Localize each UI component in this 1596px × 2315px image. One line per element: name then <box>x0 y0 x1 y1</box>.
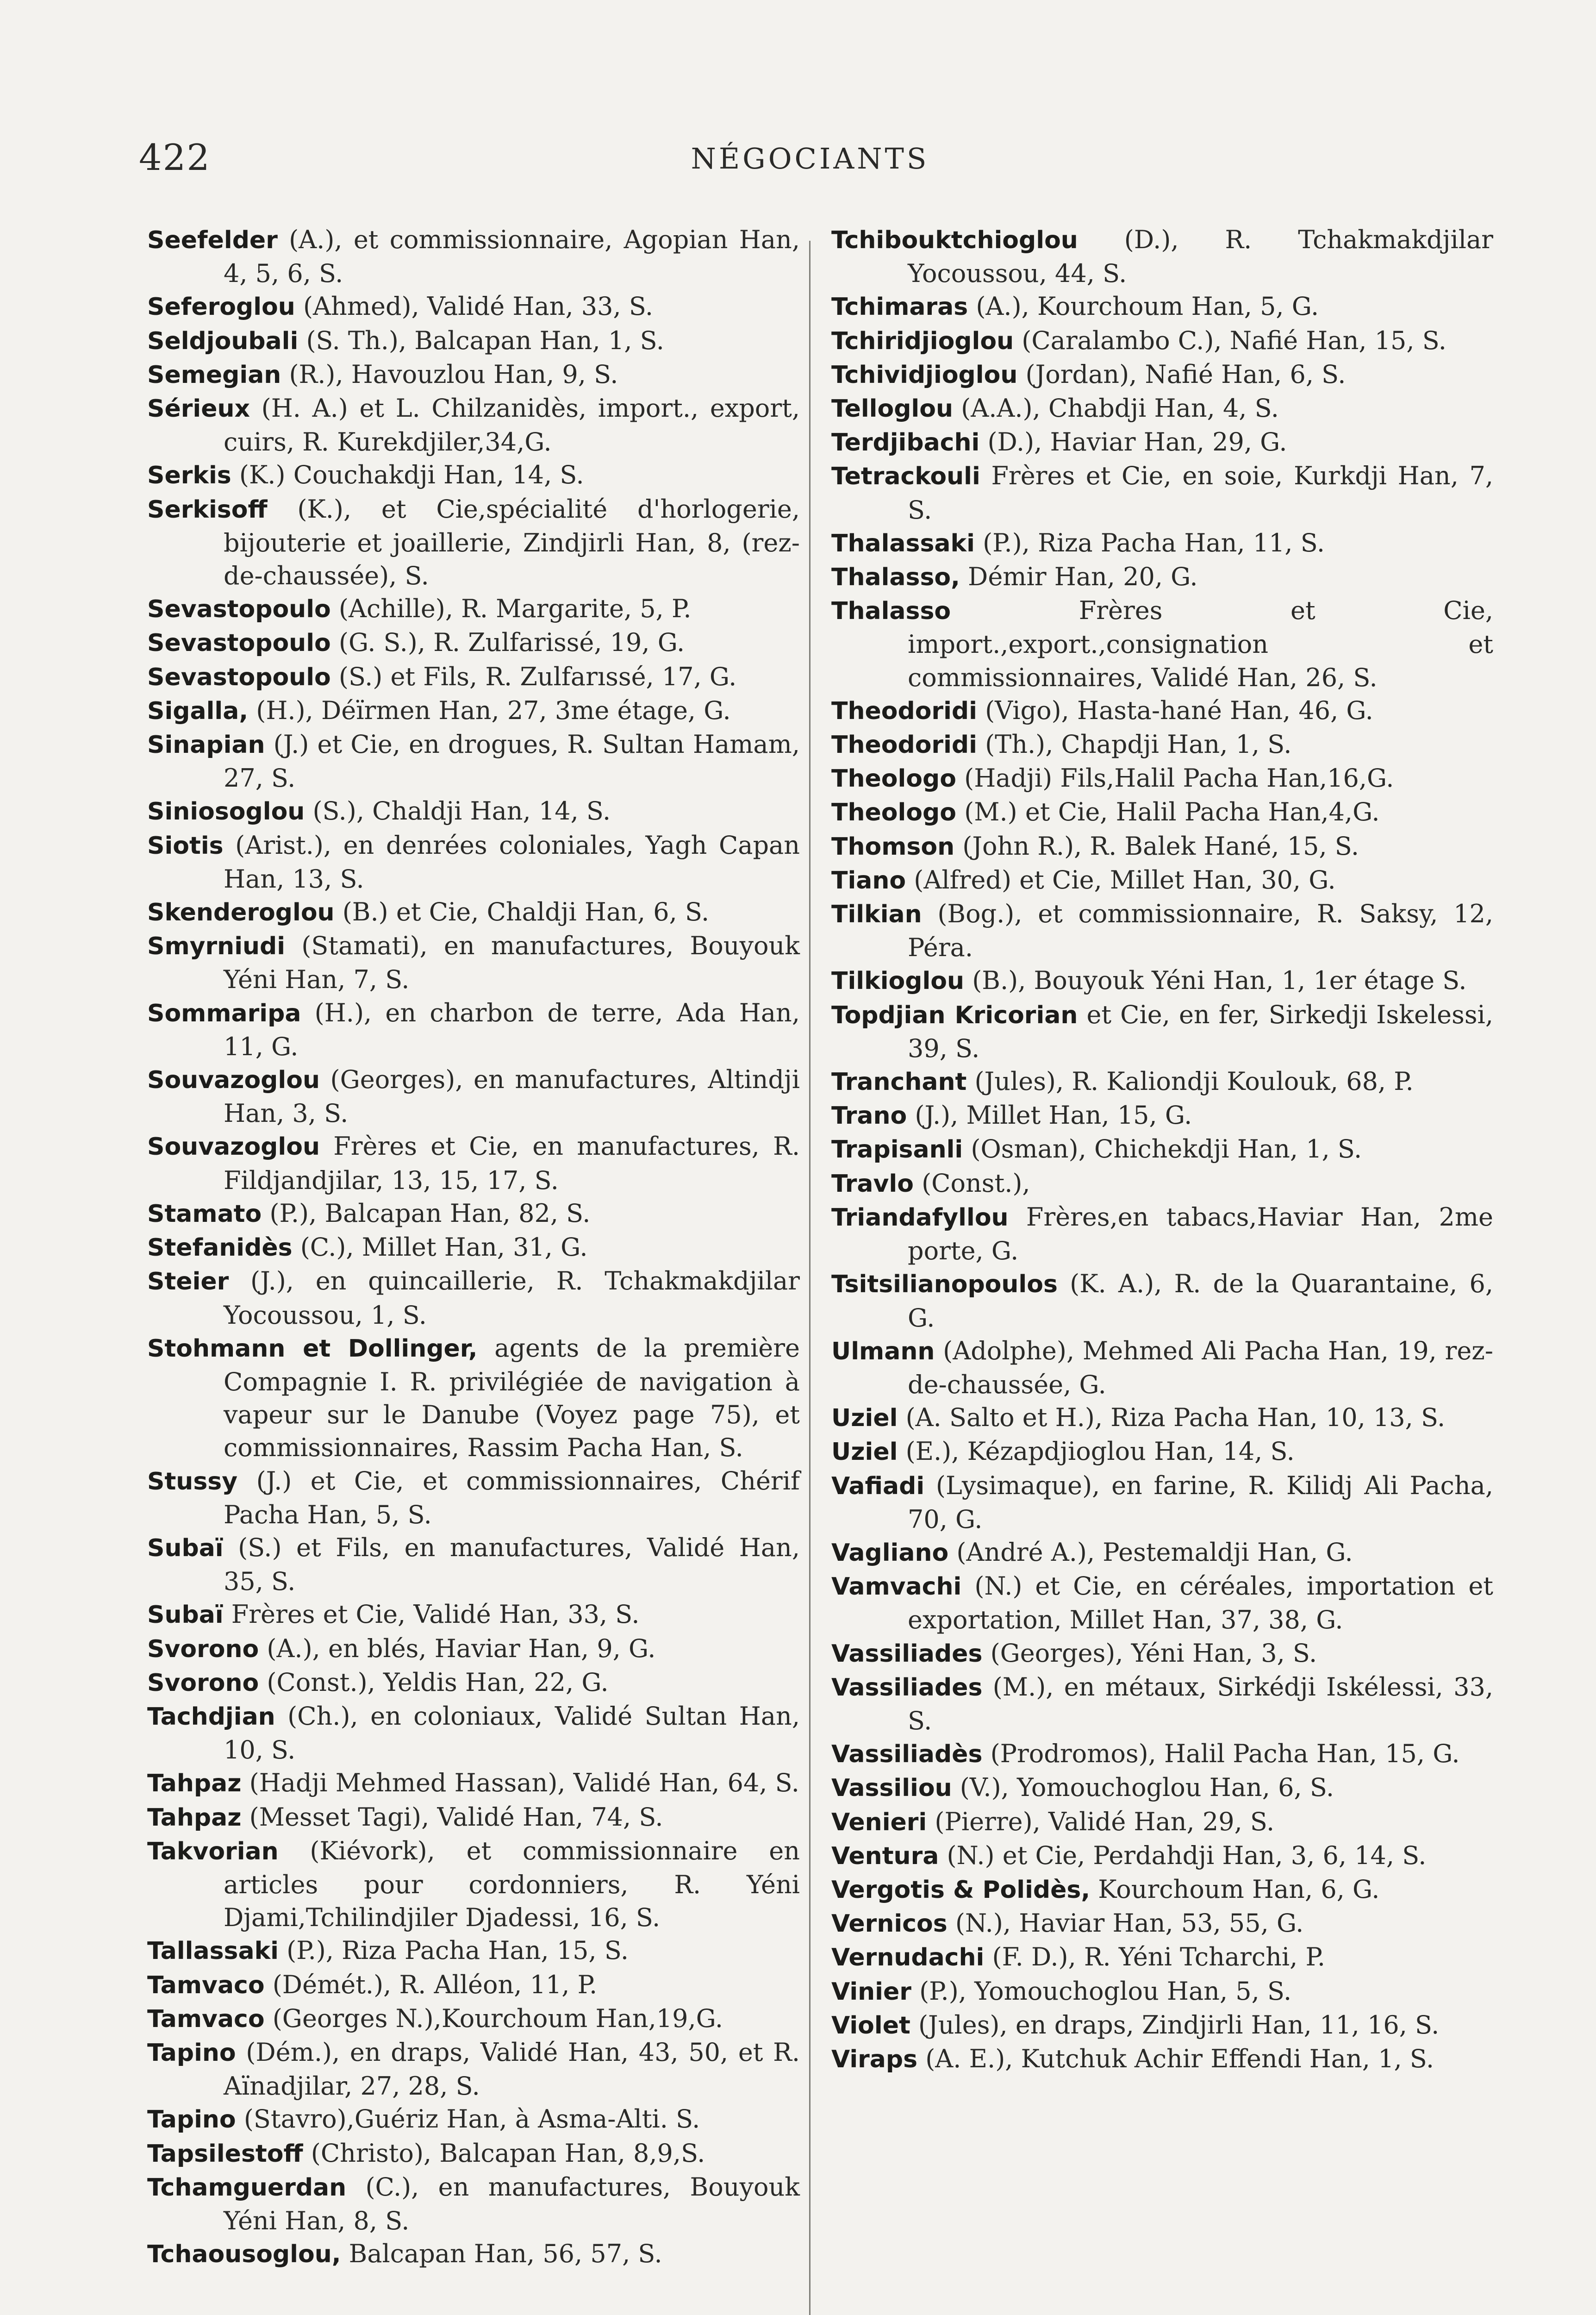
entry-name: Stussy <box>147 1467 238 1495</box>
directory-entry <box>147 1766 800 1800</box>
entry-details: (Osman), Chichekdji Han, 1, S. <box>963 1134 1362 1164</box>
left-column <box>147 223 800 2271</box>
entry-details: (P.), Riza Pacha Han, 11, S. <box>974 528 1325 557</box>
entry-details: (H. A.) et L. Chilzanidès, import., export, cuirs, R. Kurekdjiler,34,G. <box>224 394 800 457</box>
entry-details: (André A.), Pestemaldji Han, G. <box>948 1537 1353 1567</box>
entry-details: (A.), en blés, Haviar Han, 9, G. <box>259 1633 656 1663</box>
entry-name: Tetrackouli <box>831 463 980 491</box>
entry-name: Vassiliadès <box>831 1740 983 1769</box>
entry-name: Skenderoglou <box>147 899 335 927</box>
directory-entry <box>831 728 1493 762</box>
directory-entry <box>147 592 800 626</box>
entry-name: Triandafyllou <box>831 1203 1009 1232</box>
entry-details: (Messet Tagi), Validé Han, 74, S. <box>241 1802 663 1832</box>
entry-name: Thalasso <box>831 597 951 626</box>
entry-name: Vernudachi <box>831 1944 985 1972</box>
entry-details: (A.A.), Chabdji Han, 4, S. <box>953 394 1279 423</box>
entry-name: Tapino <box>147 2106 236 2134</box>
directory-entry <box>831 694 1493 728</box>
directory-entry <box>147 358 800 392</box>
entry-name: Ventura <box>831 1842 939 1870</box>
entry-details: (Caralambo C.), Nafié Han, 15, S. <box>1014 325 1446 355</box>
entry-details: (A. E.), Kutchuk Achir Effendi Han, 1, S. <box>917 2044 1434 2073</box>
directory-entry <box>147 1666 800 1700</box>
directory-entry <box>831 1065 1493 1099</box>
directory-entry <box>147 694 800 728</box>
directory-entry <box>147 1801 800 1834</box>
entry-name: Vassiliades <box>831 1639 983 1668</box>
entry-details: (M.), en métaux, Sirkédji Iskélessi, 33, S. <box>908 1672 1493 1735</box>
entry-details: Frères et Cie, en soie, Kurkdji Han, 7, S. <box>908 461 1493 525</box>
entry-details: (Const.), Yeldis Han, 22, G. <box>259 1667 609 1697</box>
directory-entry <box>831 1570 1493 1636</box>
directory-entry <box>831 1771 1493 1805</box>
entry-name: Violet <box>831 2011 910 2040</box>
entry-details: et Cie, en fer, Sirkedji Iskelessi, 39, S. <box>908 1000 1493 1063</box>
directory-entry <box>147 996 800 1063</box>
entry-details: (Georges), Yéni Han, 3, S. <box>982 1638 1317 1668</box>
entry-name: Serkis <box>147 462 231 490</box>
directory-entry <box>831 1536 1493 1570</box>
entry-details: (H.), en charbon de terre, Ada Han, 11, G. <box>224 998 800 1061</box>
directory-entry <box>831 964 1493 998</box>
directory-entry <box>147 1968 800 2002</box>
entry-name: Tapino <box>147 2039 236 2067</box>
entry-details: (N.), Haviar Han, 53, 55, G. <box>947 1908 1304 1938</box>
entry-name: Stamato <box>147 1200 262 1228</box>
directory-entry <box>831 795 1493 829</box>
right-column <box>831 223 1493 2076</box>
entry-details: (Hadji) Fils,Halil Pacha Han,16,G. <box>956 763 1394 793</box>
directory-entry <box>831 1435 1493 1469</box>
entry-name: Tamvaco <box>147 1971 265 1999</box>
directory-entry <box>831 1201 1493 1267</box>
entry-details: (D.), R. Tchakmakdjilar Yocoussou, 44, S. <box>908 225 1493 288</box>
entry-details: Frères et Cie, import.,export.,consignation et commissionnaires, Validé Han, 26, S. <box>908 596 1493 692</box>
entry-name: Thalasso, <box>831 563 960 592</box>
directory-entry <box>831 358 1493 392</box>
entry-name: Theodoridi <box>831 731 977 759</box>
entry-details: (Stamati), en manufactures, Bouyouk Yéni Han, 7, S. <box>224 931 800 995</box>
directory-entry <box>831 560 1493 594</box>
directory-entry <box>831 1167 1493 1201</box>
entry-details: (Alfred) et Cie, Millet Han, 30, G. <box>906 865 1336 895</box>
entry-details: (Ch.), en coloniaux, Validé Sultan Han, 10, S. <box>224 1701 800 1765</box>
directory-entry <box>147 660 800 694</box>
entry-details: (John R.), R. Balek Hané, 15, S. <box>954 831 1359 861</box>
entry-name: Tahpaz <box>147 1770 242 1798</box>
directory-entry <box>831 1975 1493 2008</box>
directory-entry <box>831 1132 1493 1166</box>
directory-entry <box>147 929 800 996</box>
entry-name: Terdjibachi <box>831 429 980 457</box>
entry-details: Kourchoum Han, 6, G. <box>1090 1874 1380 1904</box>
entry-name: Siotis <box>147 832 224 860</box>
entry-name: Tchamguerdan <box>147 2173 347 2202</box>
entry-name: Siniosoglou <box>147 798 305 826</box>
entry-name: Steier <box>147 1268 229 1296</box>
entry-details: (N.) et Cie, Perdahdji Han, 3, 6, 14, S. <box>939 1840 1427 1870</box>
entry-details: (Hadji Mehmed Hassan), Validé Han, 64, S. <box>241 1768 799 1798</box>
directory-entry <box>831 863 1493 897</box>
entry-details: (Jordan), Nafié Han, 6, S. <box>1017 359 1346 389</box>
entry-name: Sérieux <box>147 395 250 423</box>
entry-name: Viraps <box>831 2045 918 2073</box>
entry-name: Vamvachi <box>831 1573 962 1601</box>
entry-details: (Kiévork), et commissionnaire en articles pour cordonniers, R. Yéni Djami,Tchilindjiler Djadessi, 16, S. <box>224 1836 800 1933</box>
entry-name: Tchibouktchioglou <box>831 226 1078 254</box>
entry-details: (K. A.), R. de la Quarantaine, 6, G. <box>908 1269 1493 1333</box>
entry-details: (Jules), en draps, Zindjirli Han, 11, 16, S. <box>910 2010 1440 2040</box>
directory-entry <box>147 728 800 795</box>
directory-entry <box>831 762 1493 795</box>
entry-name: Vassiliades <box>831 1673 983 1702</box>
entry-name: Tallassaki <box>147 1937 279 1965</box>
directory-entry <box>147 1632 800 1666</box>
entry-name: Tilkian <box>831 901 922 929</box>
entry-details: (Adolphe), Mehmed Ali Pacha Han, 19, rez-de-chaussée, G. <box>908 1336 1493 1399</box>
directory-entry <box>831 1805 1493 1839</box>
entry-name: Telloglou <box>831 395 953 423</box>
entry-details: (F. D.), R. Yéni Tcharchi, P. <box>984 1942 1326 1972</box>
entry-details: (Pierre), Validé Han, 29, S. <box>927 1807 1275 1836</box>
entry-details: (A.), et commissionnaire, Agopian Han, 4, 5, 6, S. <box>224 225 800 288</box>
directory-entry <box>147 2171 800 2237</box>
entry-name: Tchaousoglou, <box>147 2240 341 2269</box>
entry-name: Tamvaco <box>147 2005 265 2033</box>
running-head: NÉGOCIANTS <box>691 142 929 175</box>
directory-entry <box>831 594 1493 694</box>
entry-details: (R.), Havouzlou Han, 9, S. <box>281 359 618 389</box>
entry-details: (Achille), R. Margarite, 5, P. <box>330 594 692 624</box>
directory-entry <box>831 998 1493 1065</box>
entry-name: Ulmann <box>831 1337 935 1365</box>
entry-name: Vassiliou <box>831 1774 952 1802</box>
entry-details: (Georges N.),Kourchoum Han,19,G. <box>264 2003 723 2033</box>
entry-name: Serkisoff <box>147 495 268 524</box>
entry-name: Vernicos <box>831 1910 948 1938</box>
directory-entry <box>147 223 800 290</box>
directory-entry <box>147 2036 800 2102</box>
entry-details: (S. Th.), Balcapan Han, 1, S. <box>298 325 664 355</box>
column-divider <box>809 241 810 2315</box>
entry-details: (D.), Haviar Han, 29, G. <box>979 427 1287 457</box>
directory-entry <box>147 1531 800 1598</box>
directory-entry <box>831 459 1493 526</box>
entry-name: Seefelder <box>147 226 278 254</box>
entry-name: Tranchant <box>831 1068 967 1096</box>
entry-details: (Stavro),Guériz Han, à Asma-Alti. S. <box>236 2104 700 2134</box>
entry-name: Sevastopoulo <box>147 663 331 691</box>
directory-entry <box>147 1834 800 1934</box>
entry-details: (S.), Chaldji Han, 14, S. <box>305 796 611 826</box>
directory-entry <box>147 1332 800 1464</box>
entry-details: (Vigo), Hasta-hané Han, 46, G. <box>977 695 1373 725</box>
directory-entry <box>147 2002 800 2036</box>
entry-name: Sigalla, <box>147 697 249 725</box>
entry-name: Souvazoglou <box>147 1133 320 1161</box>
directory-entry <box>831 1469 1493 1536</box>
entry-details: (H.), Déïrmen Han, 27, 3me étage, G. <box>248 695 731 725</box>
directory-entry <box>831 1873 1493 1907</box>
entry-details: (S.) et Fils, en manufactures, Validé Han, 35, S. <box>223 1533 800 1596</box>
directory-entry <box>831 1671 1493 1737</box>
entry-name: Tahpaz <box>147 1803 242 1832</box>
directory-entry <box>831 1737 1493 1771</box>
entry-details: (C.), en manufactures, Bouyouk Yéni Han, 8, S. <box>224 2172 800 2235</box>
entry-name: Seldjoubali <box>147 327 299 355</box>
entry-name: Tsitsilianopoulos <box>831 1270 1058 1299</box>
entry-name: Sinapian <box>147 731 265 759</box>
entry-details: (P.), Riza Pacha Han, 15, S. <box>279 1936 629 1965</box>
page-number: 422 <box>139 137 211 179</box>
entry-name: Semegian <box>147 361 281 389</box>
directory-entry <box>147 1231 800 1264</box>
entry-name: Souvazoglou <box>147 1066 320 1095</box>
directory-entry <box>831 2042 1493 2076</box>
directory-entry <box>147 493 800 593</box>
entry-details: Démir Han, 20, G. <box>960 562 1198 592</box>
entry-name: Svorono <box>147 1669 259 1697</box>
directory-entry <box>831 1401 1493 1435</box>
entry-details: (Th.), Chapdji Han, 1, S. <box>977 730 1292 759</box>
entry-details: (Arist.), en denrées coloniales, Yagh Capan Han, 13, S. <box>223 830 800 894</box>
directory-entry <box>831 1907 1493 1940</box>
entry-details: (J.), en quincaillerie, R. Tchakmakdjilar Yocoussou, 1, S. <box>224 1266 800 1330</box>
directory-entry <box>831 1334 1493 1401</box>
entry-name: Sevastopoulo <box>147 595 331 624</box>
entry-name: Venieri <box>831 1808 927 1836</box>
entry-details: (P.), Balcapan Han, 82, S. <box>262 1198 591 1228</box>
entry-details: (V.), Yomouchoglou Han, 6, S. <box>952 1773 1334 1802</box>
entry-name: Thalassaki <box>831 529 975 557</box>
entry-name: Trano <box>831 1102 907 1130</box>
directory-entry <box>147 2237 800 2271</box>
entry-name: Vafiadi <box>831 1472 925 1500</box>
entry-name: Smyrniudi <box>147 932 286 961</box>
directory-entry <box>147 458 800 492</box>
directory-entry <box>147 1598 800 1632</box>
entry-details: (G. S.), R. Zulfarissé, 19, G. <box>330 628 685 657</box>
directory-entry <box>831 830 1493 863</box>
entry-details: Frères,en tabacs,Haviar Han, 2me porte, G. <box>908 1202 1493 1266</box>
directory-entry <box>831 1267 1493 1334</box>
entry-details: Balcapan Han, 56, 57, S. <box>341 2239 662 2269</box>
entry-name: Trapisanli <box>831 1136 963 1164</box>
entry-details: (J.) et Cie, et commissionnaires, Chérif Pacha Han, 5, S. <box>224 1466 800 1529</box>
entry-name: Stohmann et Dollinger, <box>147 1334 478 1363</box>
entry-name: Tapsilestoff <box>147 2140 303 2168</box>
entry-name: Tchividjioglou <box>831 361 1018 389</box>
entry-name: Vergotis & Polidès, <box>831 1876 1091 1904</box>
directory-entry <box>147 392 800 458</box>
entry-name: Tiano <box>831 866 906 895</box>
directory-entry <box>831 324 1493 358</box>
entry-details: (Démét.), R. Alléon, 11, P. <box>264 1970 598 1999</box>
entry-name: Tchimaras <box>831 293 968 321</box>
entry-details: (Jules), R. Kaliondji Koulouk, 68, P. <box>966 1067 1414 1096</box>
directory-entry <box>831 897 1493 964</box>
directory-entry <box>147 1197 800 1231</box>
entry-details: Frères et Cie, Validé Han, 33, S. <box>223 1600 640 1629</box>
directory-entry <box>147 2102 800 2136</box>
directory-entry <box>831 223 1493 290</box>
entry-name: Travlo <box>831 1170 914 1198</box>
directory-entry <box>147 290 800 324</box>
entry-details: (J.), Millet Han, 15, G. <box>907 1101 1192 1130</box>
entry-name: Sommaripa <box>147 999 301 1027</box>
entry-details: Frères et Cie, en manufactures, R. Fildjandjilar, 13, 15, 17, S. <box>224 1132 800 1195</box>
entry-details: (Ahmed), Validé Han, 33, S. <box>295 292 654 321</box>
entry-name: Theologo <box>831 799 956 827</box>
entry-details: (Lysimaque), en farine, R. Kilidj Ali Pacha, 70, G. <box>908 1470 1493 1534</box>
entry-details: (P.), Yomouchoglou Han, 5, S. <box>911 1976 1292 2006</box>
entry-details: (Dém.), en draps, Validé Han, 43, 50, et R. Aïnadjilar, 27, 28, S. <box>224 2037 800 2101</box>
entry-name: Thomson <box>831 832 955 861</box>
directory-entry <box>147 1464 800 1531</box>
directory-entry <box>147 795 800 828</box>
entry-name: Uziel <box>831 1438 898 1466</box>
entry-details: (M.) et Cie, Halil Pacha Han,4,G. <box>956 797 1380 827</box>
entry-details: (K.) Couchakdji Han, 14, S. <box>231 460 584 490</box>
entry-name: Vinier <box>831 1977 911 2006</box>
directory-entry <box>147 626 800 660</box>
entry-details: agents de la première Compagnie I. R. privilégiée de navigation à vapeur sur le Danube (Voyez page 75), et commissionnaires, Rassim Pacha Han, S. <box>224 1333 800 1463</box>
directory-entry <box>831 2008 1493 2042</box>
directory-entry <box>831 290 1493 324</box>
entry-details: (J.) et Cie, en drogues, R. Sultan Hamam, 27, S. <box>224 730 800 793</box>
entry-details: (Georges), en manufactures, Altindji Han, 3, S. <box>224 1065 800 1128</box>
directory-entry <box>147 1934 800 1968</box>
entry-details: (A.), Kourchoum Han, 5, G. <box>968 292 1319 321</box>
entry-name: Subaï <box>147 1534 224 1562</box>
directory-entry <box>831 1940 1493 1974</box>
directory-entry <box>831 1637 1493 1671</box>
entry-details: (Prodromos), Halil Pacha Han, 15, G. <box>982 1739 1460 1769</box>
entry-name: Sevastopoulo <box>147 629 331 657</box>
entry-name: Tachdjian <box>147 1702 275 1731</box>
directory-entry <box>147 1063 800 1130</box>
entry-name: Theologo <box>831 765 956 793</box>
entry-details: (N.) et Cie, en céréales, importation et exportation, Millet Han, 37, 38, G. <box>908 1571 1493 1635</box>
entry-details: (Bog.), et commissionnaire, R. Saksy, 12, Péra. <box>908 899 1493 963</box>
entry-name: Svorono <box>147 1635 259 1663</box>
entry-name: Stefanidès <box>147 1234 293 1262</box>
directory-entry <box>147 829 800 895</box>
entry-details: (S.) et Fils, R. Zulfarıssé, 17, G. <box>330 662 737 691</box>
entry-name: Seferoglou <box>147 293 295 321</box>
directory-entry <box>147 2137 800 2171</box>
directory-entry <box>831 1099 1493 1132</box>
entry-name: Tchiridjioglou <box>831 327 1014 355</box>
entry-name: Takvorian <box>147 1837 279 1865</box>
entry-details: (C.), Millet Han, 31, G. <box>292 1233 588 1262</box>
entry-details: (B.), Bouyouk Yéni Han, 1, 1er étage S. <box>964 966 1467 995</box>
entry-details: (Christo), Balcapan Han, 8,9,S. <box>303 2138 705 2168</box>
entry-details: (B.) et Cie, Chaldji Han, 6, S. <box>334 897 710 927</box>
directory-entry <box>831 526 1493 560</box>
entry-details: (E.), Kézapdjioglou Han, 14, S. <box>898 1437 1295 1466</box>
directory-entry <box>831 1839 1493 1873</box>
directory-entry <box>147 1264 800 1331</box>
directory-entry <box>147 1700 800 1766</box>
directory-entry <box>147 324 800 358</box>
entry-name: Theodoridi <box>831 697 977 725</box>
entry-name: Vagliano <box>831 1539 949 1567</box>
entry-name: Subaï <box>147 1601 224 1629</box>
entry-details: (Const.), <box>913 1168 1030 1198</box>
directory-entry <box>831 392 1493 425</box>
entry-details: (A. Salto et H.), Riza Pacha Han, 10, 13, S. <box>898 1403 1446 1433</box>
entry-name: Topdjian Kricorian <box>831 1001 1078 1029</box>
directory-entry <box>147 1130 800 1196</box>
directory-entry <box>831 425 1493 459</box>
entry-name: Uziel <box>831 1404 898 1433</box>
entry-name: Tilkioglou <box>831 967 965 995</box>
directory-entry <box>147 895 800 929</box>
entry-details: (K.), et Cie,spécialité d'horlogerie, bijouterie et joaillerie, Zindjirli Han, 8, (rez-de-chaussée), S. <box>224 494 800 591</box>
